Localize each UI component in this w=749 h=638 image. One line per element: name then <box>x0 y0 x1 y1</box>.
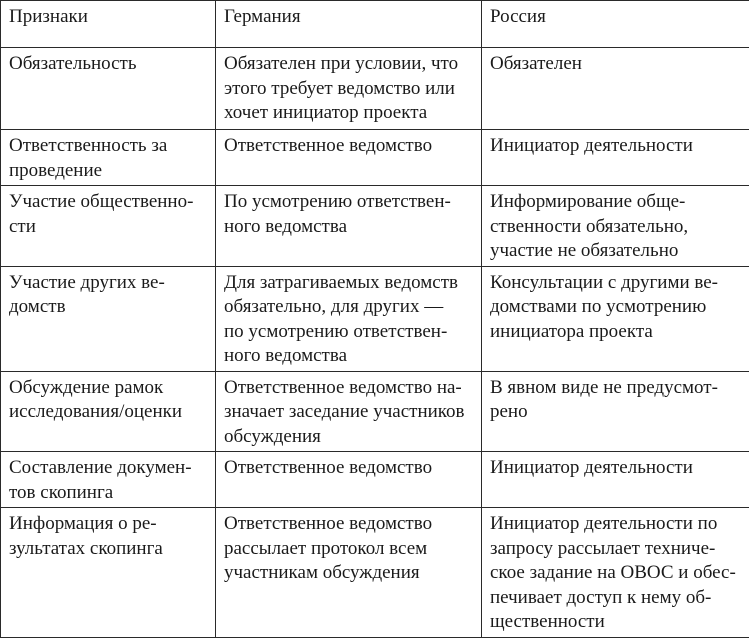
table-row <box>1 371 749 452</box>
table-cell: Ответственное ведомство <box>216 130 482 186</box>
table-cell: Ответственное ведомство <box>216 452 482 508</box>
table-cell: Информация о ре- зультатах скопинга <box>1 508 216 638</box>
table-row <box>1 186 749 267</box>
table-cell: Обязателен <box>482 48 749 130</box>
table-header-row <box>1 1 749 48</box>
table-row <box>1 130 749 186</box>
table-row <box>1 266 749 371</box>
table-cell: Обсуждение рамок исследования/оценки <box>1 371 216 452</box>
table-cell: По усмотрению ответствен- ного ведомства <box>216 186 482 267</box>
table-row <box>1 48 749 130</box>
table-cell: Участие других ве- домств <box>1 266 216 371</box>
table-cell: Ответственное ведомство рассылает протокол всем участникам обсуждения <box>216 508 482 638</box>
table-cell: Консультации с другими ве- домствами по усмотрению инициатора проекта <box>482 266 749 371</box>
table-row <box>1 508 749 638</box>
table-cell: Составление докумен- тов скопинга <box>1 452 216 508</box>
table-row <box>1 452 749 508</box>
header-cell-russia: Россия <box>482 1 749 48</box>
table-cell: Участие общественно- сти <box>1 186 216 267</box>
table-cell: Обязательность <box>1 48 216 130</box>
table-cell: Информирование обще- ственности обязательно, участие не обязательно <box>482 186 749 267</box>
table-cell: Инициатор деятельности <box>482 130 749 186</box>
table-cell: Для затрагиваемых ведомств обязательно, для других — по усмотрению ответствен- ного ведомства <box>216 266 482 371</box>
table-cell: Ответственное ведомство на- значает заседание участников обсуждения <box>216 371 482 452</box>
table-cell: Инициатор деятельности <box>482 452 749 508</box>
table-cell: В явном виде не предусмот- рено <box>482 371 749 452</box>
table-cell: Инициатор деятельности по запросу рассылает техниче- ское задание на ОВОС и обес- печивает доступ к нему об- щественности <box>482 508 749 638</box>
header-cell-germany: Германия <box>216 1 482 48</box>
table-cell: Обязателен при условии, что этого требует ведомство или хочет инициатор проекта <box>216 48 482 130</box>
header-cell-criteria: Признаки <box>1 1 216 48</box>
table-cell: Ответственность за проведение <box>1 130 216 186</box>
